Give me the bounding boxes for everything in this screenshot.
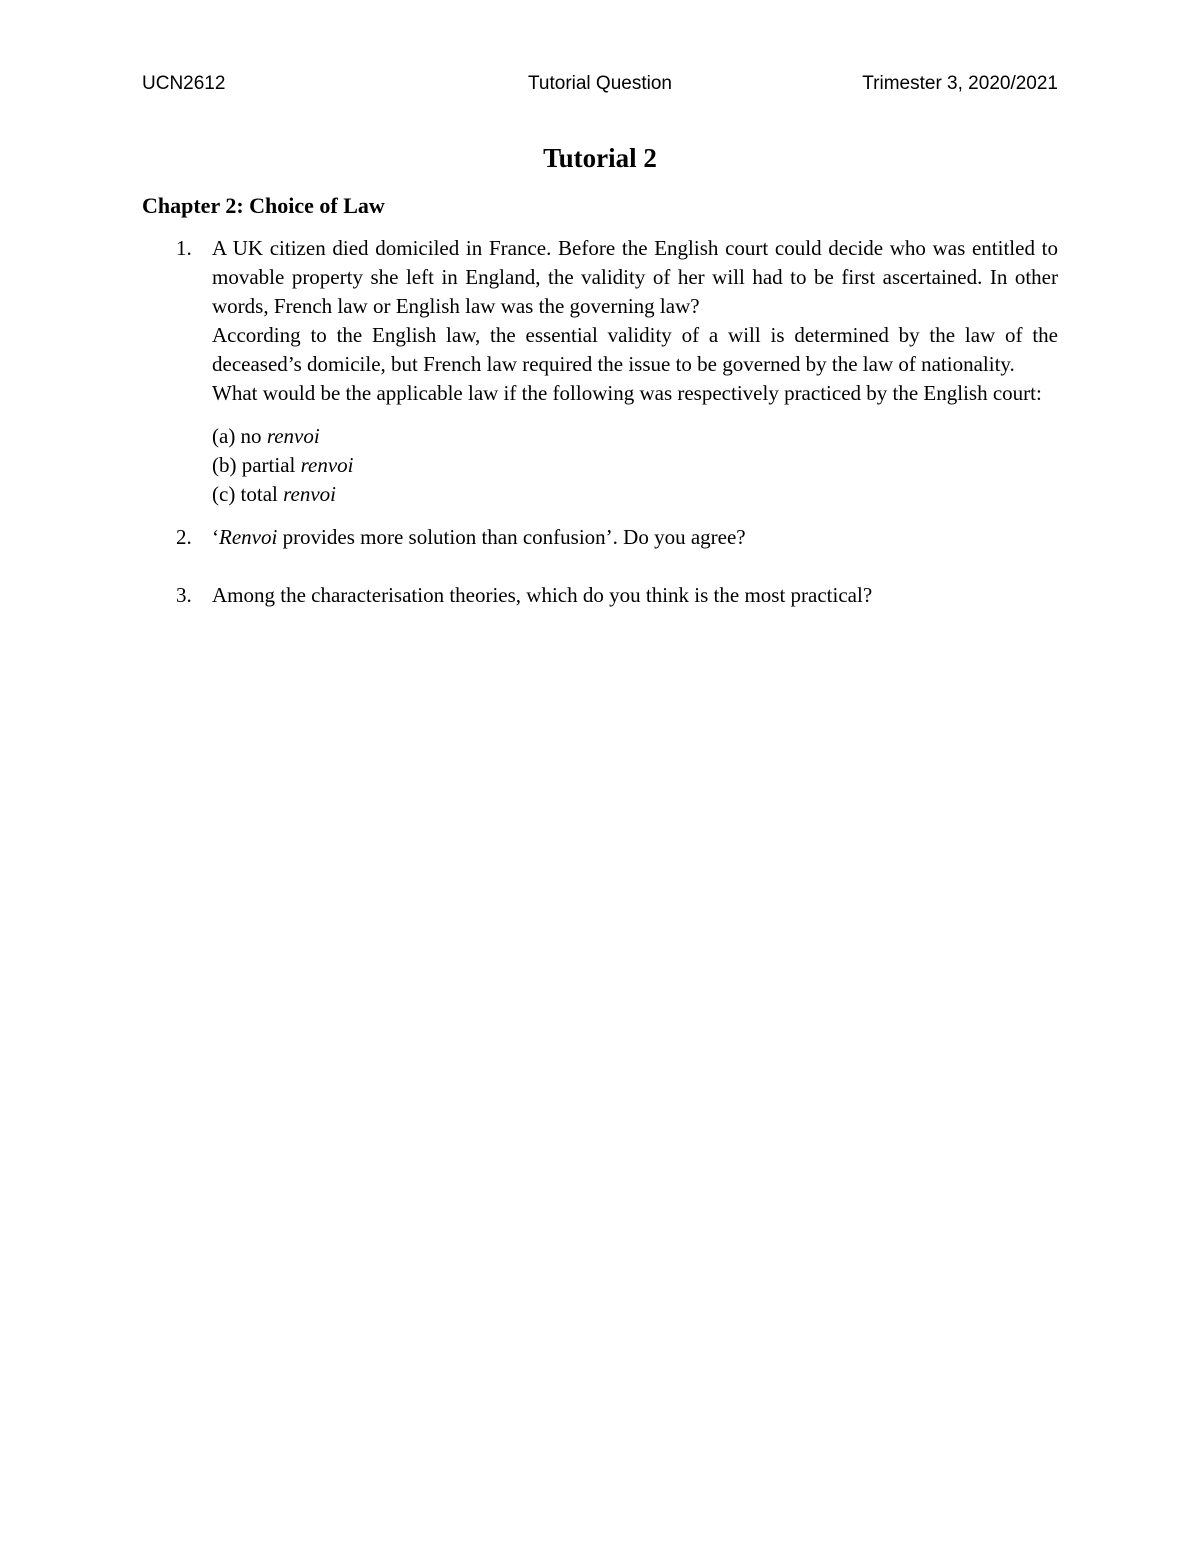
question-term: Renvoi	[219, 525, 278, 549]
sub-question-c	[212, 480, 1058, 509]
sub-question-prefix: (a) no	[212, 424, 267, 448]
sub-question-prefix: (c) total	[212, 482, 284, 506]
sub-question-b	[212, 451, 1058, 480]
page-header	[142, 70, 1058, 100]
question-1	[142, 234, 1058, 509]
question-paragraph: What would be the applicable law if the following was respectively practiced by the English court:	[212, 381, 1042, 405]
sub-question-list	[212, 422, 1058, 509]
document-type: Tutorial Question	[528, 73, 672, 94]
question-number: 2.	[176, 525, 192, 549]
question-paragraph: A UK citizen died domiciled in France. Before the English court could decide who was entitled to movable property she left in England, the validity of her will had to be first ascertained. In other words, French law or English law was the governing law?	[212, 236, 1058, 318]
question-3	[142, 581, 1058, 610]
sub-question-term: renvoi	[266, 424, 320, 448]
open-quote: ‘	[212, 525, 219, 549]
question-number: 3.	[176, 583, 192, 607]
sub-question-prefix: (b) partial	[212, 453, 301, 477]
question-number: 1.	[176, 236, 192, 260]
chapter-heading: Chapter 2: Choice of Law	[142, 193, 385, 218]
page-title: Tutorial 2	[543, 143, 657, 173]
question-list	[142, 234, 1058, 610]
question-text	[212, 523, 1058, 552]
question-2	[142, 523, 1058, 552]
course-code: UCN2612	[142, 73, 226, 94]
question-rest: provides more solution than confusion’. Do you agree?	[277, 525, 746, 549]
sub-question-term: renvoi	[300, 453, 354, 477]
question-text: Among the characterisation theories, which do you think is the most practical?	[212, 583, 873, 607]
sub-question-term: renvoi	[283, 482, 337, 506]
term-label: Trimester 3, 2020/2021	[862, 73, 1058, 94]
question-paragraph: According to the English law, the essential validity of a will is determined by the law of the deceased’s domicile, but French law required the issue to be governed by the law of nationality.	[212, 323, 1058, 376]
sub-question-a	[212, 422, 1058, 451]
